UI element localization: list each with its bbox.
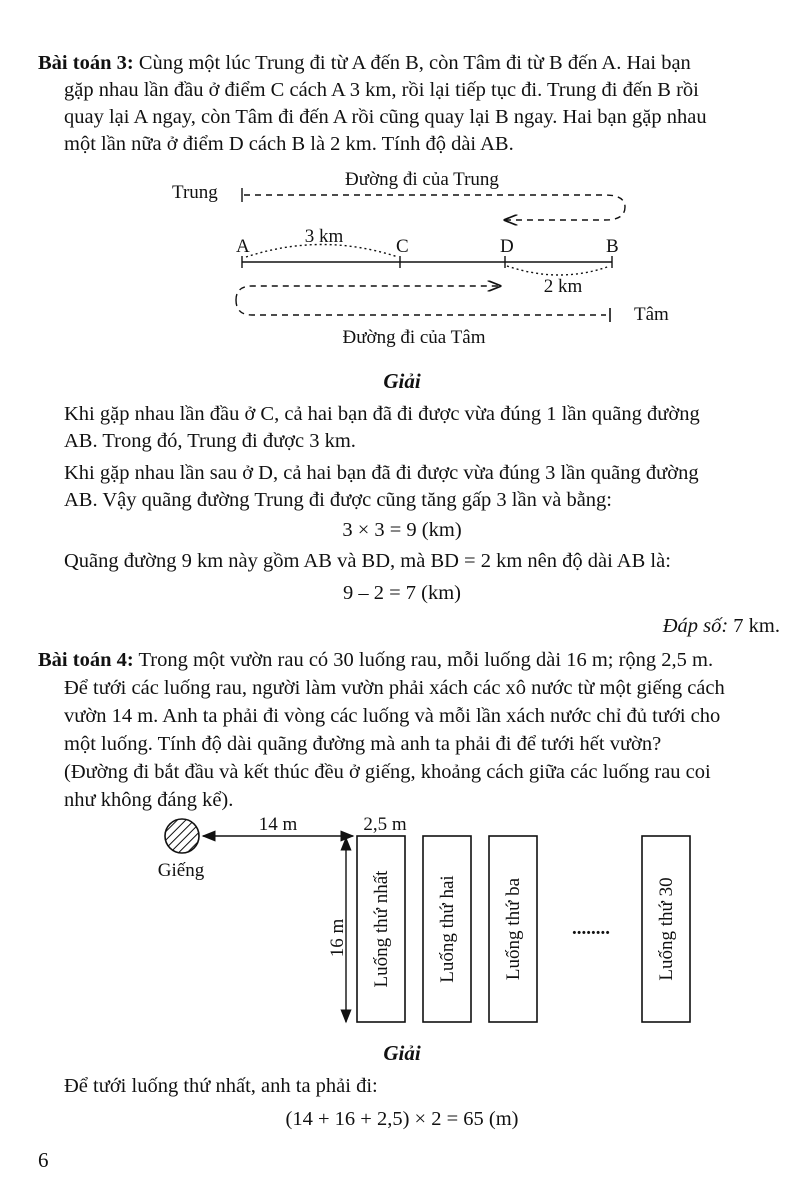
dist-db-label: 2 km: [543, 276, 583, 297]
bed-30-label: Luống thứ 30: [656, 877, 677, 981]
problem-4-line-6: như không đáng kể).: [64, 789, 234, 811]
problem-3-line-2: gặp nhau lần đầu ở điểm C cách A 3 km, rồi lại tiếp tục đi. Trung đi đến B rồi: [64, 79, 699, 101]
answer-label: Đáp số:: [662, 615, 729, 637]
bed-3: [489, 836, 537, 1022]
solution-4-eq1: (14 + 16 + 2,5) × 2 = 65 (m): [285, 1108, 519, 1130]
solution-4-heading: Giải: [383, 1041, 421, 1065]
solution-3-heading: Giải: [383, 369, 421, 393]
solution-3-p1-line2: AB. Trong đó, Trung đi được 3 km.: [64, 430, 356, 452]
solution-3-answer: [560, 613, 780, 640]
solution-3-p2-line1: Khi gặp nhau lần sau ở D, cả hai bạn đã đi được vừa đúng 3 lần quãng đường: [64, 462, 699, 484]
tam-path-label: Đường đi của Tâm: [342, 327, 486, 348]
solution-3-p2-line2: AB. Vậy quãng đường Trung đi được cũng tăng gấp 3 lần và bằng:: [64, 489, 612, 511]
bed-2: [423, 836, 471, 1022]
problem-4-label: Bài toán 4:: [38, 649, 134, 671]
problem-4-line-3: vườn 14 m. Anh ta phải đi vòng các luống và mỗi lần xách nước chỉ đủ tưới cho: [64, 705, 721, 727]
problem-4-line-2: Để tưới các luống rau, người làm vườn phải xách các xô nước từ một giếng cách: [64, 677, 725, 699]
garden-diagram: [0, 810, 804, 1030]
problem-3-line-4: một lần nữa ở điểm D cách B là 2 km. Tính độ dài AB.: [64, 133, 514, 155]
trung-outbound-path: [244, 195, 625, 207]
meeting-diagram: [0, 160, 804, 360]
point-c: C: [396, 236, 409, 257]
well-label: Giếng: [157, 860, 205, 881]
bed-width-label: 2,5 m: [363, 814, 407, 835]
problem-4-line-4: một luống. Tính độ dài quãng đường mà anh ta phải đi để tưới hết vườn?: [64, 733, 662, 755]
page-number: 6: [38, 1148, 49, 1172]
point-d: D: [500, 236, 514, 257]
tam-return-path: [236, 286, 500, 300]
problem-3-label: Bài toán 3:: [38, 52, 134, 74]
bed-1: [357, 836, 405, 1022]
problem-3-line-3: quay lại A ngay, còn Tâm đi đến A rồi cũng quay lại B ngay. Hai bạn gặp nhau: [64, 106, 707, 128]
well-distance-label: 14 m: [258, 814, 298, 835]
tam-label: Tâm: [634, 304, 669, 325]
tam-outbound-path: [236, 300, 606, 315]
solution-3-eq2: 9 – 2 = 7 (km): [342, 582, 462, 604]
answer-value: 7 km.: [728, 615, 780, 637]
trung-path-label: Đường đi của Trung: [345, 169, 499, 190]
trung-return-path: [505, 207, 625, 220]
dist-ac-label: 3 km: [304, 226, 344, 247]
bed-2-label: Luống thứ hai: [437, 875, 458, 983]
bed-3-label: Luống thứ ba: [503, 877, 524, 981]
problem-3-line-1: Bài toán 3: Cùng một lúc Trung đi từ A đến B, còn Tâm đi từ B đến A. Hai bạn: [38, 52, 691, 74]
bed-length-label: 16 m: [327, 918, 348, 958]
problem-4-line-1: Bài toán 4: Trong một vườn rau có 30 luống rau, mỗi luống dài 16 m; rộng 2,5 m.: [38, 649, 714, 671]
problem-4-line-5: (Đường đi bắt đầu và kết thúc đều ở giếng, khoảng cách giữa các luống rau coi: [64, 761, 711, 783]
solution-3-p3: Quãng đường 9 km này gồm AB và BD, mà BD = 2 km nên độ dài AB là:: [64, 550, 671, 572]
bed-30: [642, 836, 690, 1022]
solution-3-eq1: 3 × 3 = 9 (km): [342, 519, 462, 541]
solution-4-p1: Để tưới luống thứ nhất, anh ta phải đi:: [64, 1075, 378, 1097]
solution-3-p1-line1: Khi gặp nhau lần đầu ở C, cả hai bạn đã đi được vừa đúng 1 lần quãng đường: [64, 403, 700, 425]
bed-1-label: Luống thứ nhất: [371, 870, 392, 988]
arc-db: [507, 266, 610, 275]
well-icon: [165, 819, 199, 853]
point-b: B: [606, 236, 619, 257]
point-a: A: [236, 236, 250, 257]
trung-label: Trung: [172, 182, 218, 203]
ellipsis-dots: ........: [572, 918, 610, 939]
